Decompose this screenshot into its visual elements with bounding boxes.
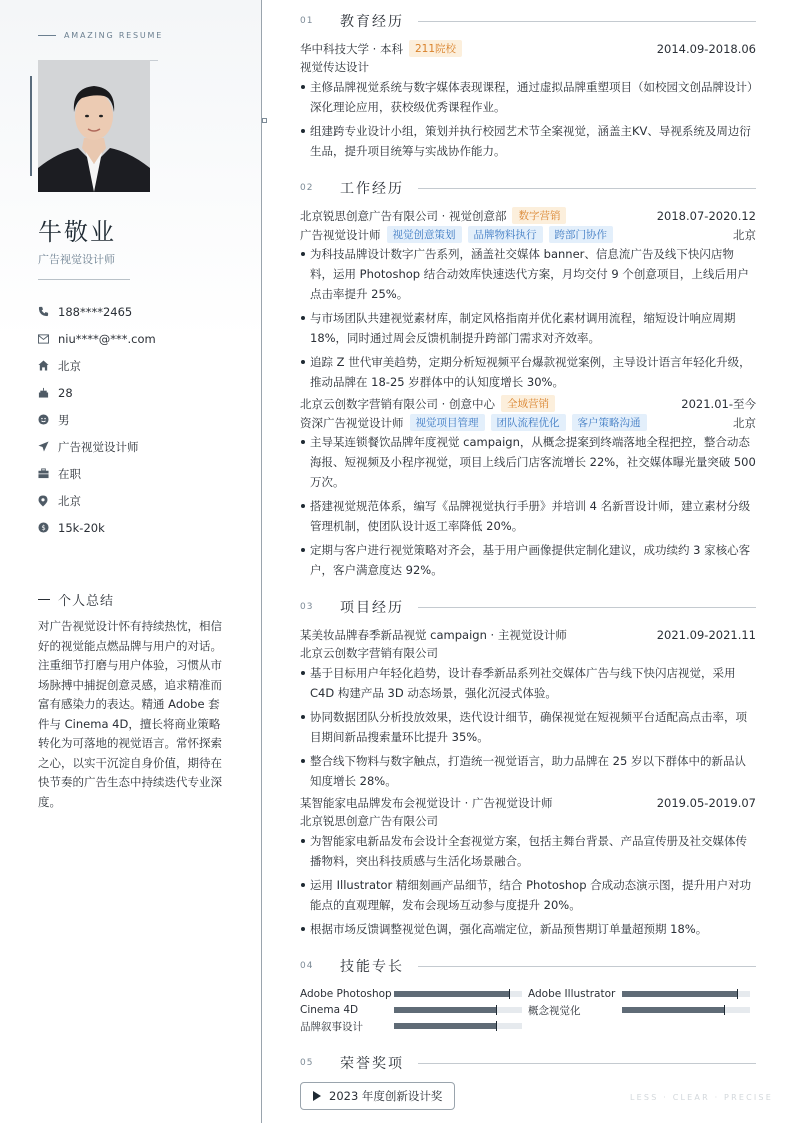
info-row-location xyxy=(38,487,238,514)
profile-role: 广告视觉设计师 xyxy=(38,253,115,266)
company-name: 北京云创数字营销有限公司 · 创意中心 xyxy=(300,396,495,411)
entry-header xyxy=(300,394,756,413)
section-title: 荣誉奖项 xyxy=(340,1056,404,1072)
list-item: 为科技品牌设计数字广告系列，涵盖社交媒体 banner、信息流广告及线下快闪店物料，运用 Photoshop 结合动效库快速迭代方案，月均交付 9 个创意项目，上线后用户点击率提升 25%。 xyxy=(300,244,756,304)
skill-tag: 视觉项目管理 xyxy=(410,414,485,431)
photo-frame-accent xyxy=(30,76,32,176)
skill-fill xyxy=(394,1007,496,1013)
brand-label: AMAZING RESUME xyxy=(38,31,163,40)
section-number: 01 xyxy=(300,16,314,26)
skill-marker xyxy=(496,1005,497,1015)
project-company: 北京锐思创意广告有限公司 xyxy=(300,814,438,828)
list-item: 搭建视觉规范体系，编写《品牌视觉执行手册》并培训 4 名新晋设计师，建立素材分级管理机制，使团队设计返工率降低 20%。 xyxy=(300,496,756,536)
skill-item xyxy=(300,988,528,1000)
skill-fill xyxy=(622,1007,724,1013)
entry-date: 2014.09-2018.06 xyxy=(656,41,756,56)
skill-item xyxy=(528,988,756,1000)
info-value: 在职 xyxy=(58,466,81,481)
bullet-list xyxy=(300,432,756,580)
section-education xyxy=(300,11,756,31)
section-title: 项目经历 xyxy=(340,600,404,616)
info-value: niu****@***.com xyxy=(58,331,156,346)
skill-marker xyxy=(737,989,738,999)
mail-icon xyxy=(38,334,58,344)
info-value: 男 xyxy=(58,412,70,427)
info-row-salary xyxy=(38,514,238,541)
phone-icon xyxy=(38,306,58,317)
position: 广告视觉设计师 xyxy=(300,227,381,242)
info-row-home xyxy=(38,352,238,379)
list-item: 主导某连锁餐饮品牌年度视觉 campaign，从概念提案到终端落地全程把控，整合动态海报、短视频及小程序视觉，项目上线后门店客流增长 22%，社交媒体曝光量突破 500 万次。 xyxy=(300,432,756,492)
skill-item xyxy=(528,1003,756,1018)
award-name: 2023 年度创新设计奖 xyxy=(329,1089,443,1103)
list-item: 整合线下物料与数字触点，打造统一视觉语言，助力品牌在 25 岁以下群体中的新品认知度增长 28%。 xyxy=(300,751,756,791)
info-row-target xyxy=(38,433,238,460)
work-entry xyxy=(300,394,756,584)
section-honors xyxy=(300,1053,756,1073)
section-title: 工作经历 xyxy=(340,181,404,197)
info-row-status xyxy=(38,460,238,487)
entry-date: 2019.05-2019.07 xyxy=(656,795,756,810)
section-rule xyxy=(418,21,756,22)
list-item: 组建跨专业设计小组，策划并执行校园艺术节全案视觉，涵盖主KV、导视系统及周边衍生品，提升项目统筹与实战协作能力。 xyxy=(300,121,756,161)
skills-list xyxy=(300,986,756,1034)
skill-bar xyxy=(622,1007,750,1013)
money-icon xyxy=(38,522,58,533)
skill-tag: 客户策略沟通 xyxy=(572,414,647,431)
summary-heading xyxy=(38,590,114,609)
location-icon xyxy=(38,495,58,507)
summary-text: 对广告视觉设计怀有持续热忱，相信好的视觉能点燃品牌与用户的对话。注重细节打磨与用户体验，习惯从市场脉搏中捕捉创意灵感，追求精准而富有感染力的表达。精通 Adobe 套件与 Cinema 4D，擅长将商业策略转化为可落地的视觉语言。常怀探索之心，以实干沉淀自身价值，期待在快节奏的广告生态中持续迭代专业深度。 xyxy=(38,619,222,809)
entry-header xyxy=(300,206,756,225)
info-value: 北京 xyxy=(58,493,81,508)
skill-marker xyxy=(496,1021,497,1031)
section-title: 技能专长 xyxy=(340,959,404,975)
project-entry xyxy=(300,625,756,795)
section-number: 04 xyxy=(300,961,314,971)
info-value: 15k-20k xyxy=(58,520,105,535)
section-number: 03 xyxy=(300,602,314,612)
motto-watermark: LESS · CLEAR · PRECISE xyxy=(630,1093,773,1102)
bullet-list xyxy=(300,77,756,161)
info-row-email xyxy=(38,325,238,352)
svg-text:$: $ xyxy=(41,523,46,532)
project-name: 某美妆品牌春季新品视觉 campaign · 主视觉设计师 xyxy=(300,627,567,642)
entry-subheader xyxy=(300,225,756,244)
info-row-phone xyxy=(38,298,238,325)
info-value: 广告视觉设计师 xyxy=(58,439,139,454)
project-name: 某智能家电品牌发布会视觉设计 · 广告视觉设计师 xyxy=(300,795,553,810)
skill-marker xyxy=(509,989,510,999)
skill-fill xyxy=(394,991,509,997)
avatar xyxy=(38,60,150,192)
skill-bar xyxy=(394,1023,522,1029)
timeline-marker xyxy=(262,118,267,123)
bullet-list xyxy=(300,831,756,939)
sidebar xyxy=(0,0,262,1123)
company-tag: 数字营销 xyxy=(512,207,566,224)
section-number: 05 xyxy=(300,1058,314,1068)
contact-info xyxy=(38,298,238,541)
skill-bar xyxy=(622,991,750,997)
city: 北京 xyxy=(733,415,756,430)
section-skills xyxy=(300,956,756,976)
list-item: 协同数据团队分析投放效果，迭代设计细节，确保视觉在短视频平台适配高点击率，项目期间新品搜索量环比提升 35%。 xyxy=(300,707,756,747)
bullet-list xyxy=(300,244,756,392)
award-badge xyxy=(300,1082,455,1110)
skill-name: Cinema 4D xyxy=(300,1004,359,1016)
divider xyxy=(38,279,130,280)
education-entry xyxy=(300,39,756,165)
skill-tag: 团队流程优化 xyxy=(491,414,566,431)
info-value: 28 xyxy=(58,385,73,400)
section-projects xyxy=(300,597,756,617)
entry-date: 2018.07-2020.12 xyxy=(656,208,756,223)
skill-tag: 品牌物料执行 xyxy=(468,226,543,243)
school-tag: 211院校 xyxy=(409,40,462,57)
person-icon xyxy=(38,414,58,425)
info-row-gender xyxy=(38,406,238,433)
list-item: 运用 Illustrator 精细刻画产品细节，结合 Photoshop 合成动态演示图，提升用户对功能点的直观理解，发布会现场互动参与度提升 20%。 xyxy=(300,875,756,915)
send-icon xyxy=(38,441,58,452)
entry-subheader xyxy=(300,413,756,432)
major: 视觉传达设计 xyxy=(300,60,369,74)
cake-icon xyxy=(38,387,58,398)
list-item: 根据市场反馈调整视觉色调，强化高端定位，新品预售期订单量超预期 18%。 xyxy=(300,919,756,939)
section-title: 教育经历 xyxy=(340,14,404,30)
entry-date: 2021.09-2021.11 xyxy=(656,627,756,642)
section-rule xyxy=(418,607,756,608)
skill-name: Adobe Photoshop xyxy=(300,988,392,1000)
info-row-age xyxy=(38,379,238,406)
skill-fill xyxy=(622,991,737,997)
skill-name: 概念视觉化 xyxy=(528,1004,581,1017)
list-item: 为智能家电新品发布会设计全套视觉方案，包括主舞台背景、产品宣传册及社交媒体传播物料，突出科技质感与生活化场景融合。 xyxy=(300,831,756,871)
position: 资深广告视觉设计师 xyxy=(300,415,404,430)
list-item: 主修品牌视觉系统与数字媒体表现课程，通过虚拟品牌重塑项目（如校园文创品牌设计）深化理论应用，获校级优秀课程作业。 xyxy=(300,77,756,117)
entry-header xyxy=(300,793,756,812)
work-entry xyxy=(300,206,756,396)
skill-bar xyxy=(394,991,522,997)
info-value: 北京 xyxy=(58,358,81,373)
skill-name: 品牌叙事设计 xyxy=(300,1020,363,1033)
list-item: 基于目标用户年轻化趋势，设计春季新品系列社交媒体广告与线下快闪店视觉，采用 C4D 构建产品 3D 动态场景，强化沉浸式体验。 xyxy=(300,663,756,703)
play-icon xyxy=(313,1091,321,1101)
entry-header xyxy=(300,39,756,58)
skill-tag: 视觉创意策划 xyxy=(387,226,462,243)
heading-dash xyxy=(38,599,50,600)
skill-name: Adobe Illustrator xyxy=(528,988,616,1000)
profile-name: 牛敬业 xyxy=(38,218,116,246)
skill-marker xyxy=(724,1005,725,1015)
home-icon xyxy=(38,360,58,371)
company-name: 北京锐思创意广告有限公司 · 视觉创意部 xyxy=(300,208,507,223)
briefcase-icon xyxy=(38,468,58,479)
section-rule xyxy=(418,966,756,967)
project-entry xyxy=(300,793,756,943)
skill-tag: 跨部门协作 xyxy=(549,226,614,243)
entry-header xyxy=(300,625,756,644)
list-item: 追踪 Z 世代审美趋势，定期分析短视频平台爆款视觉案例，主导设计语言年轻化升级，推动品牌在 18-25 岁群体中的认知度增长 30%。 xyxy=(300,352,756,392)
section-rule xyxy=(418,188,756,189)
city: 北京 xyxy=(733,227,756,242)
section-rule xyxy=(418,1063,756,1064)
list-item: 定期与客户进行视觉策略对齐会，基于用户画像提供定制化建议，成功续约 3 家核心客户，客户满意度达 92%。 xyxy=(300,540,756,580)
skill-item xyxy=(300,1004,528,1016)
company-tag: 全域营销 xyxy=(501,395,555,412)
school-name: 华中科技大学 · 本科 xyxy=(300,41,403,56)
section-number: 02 xyxy=(300,183,314,193)
info-value: 188****2465 xyxy=(58,304,133,319)
summary-title: 个人总结 xyxy=(58,594,115,609)
skill-fill xyxy=(394,1023,496,1029)
list-item: 与市场团队共建视觉素材库，制定风格指南并优化素材调用流程，缩短设计响应周期 18%，同时通过周会反馈机制提升跨部门需求对齐效率。 xyxy=(300,308,756,348)
bullet-list xyxy=(300,663,756,791)
skill-bar xyxy=(394,1007,522,1013)
project-company: 北京云创数字营销有限公司 xyxy=(300,646,438,660)
entry-date: 2021.01-至今 xyxy=(681,396,756,411)
section-work xyxy=(300,178,756,198)
skill-item xyxy=(300,1019,530,1034)
